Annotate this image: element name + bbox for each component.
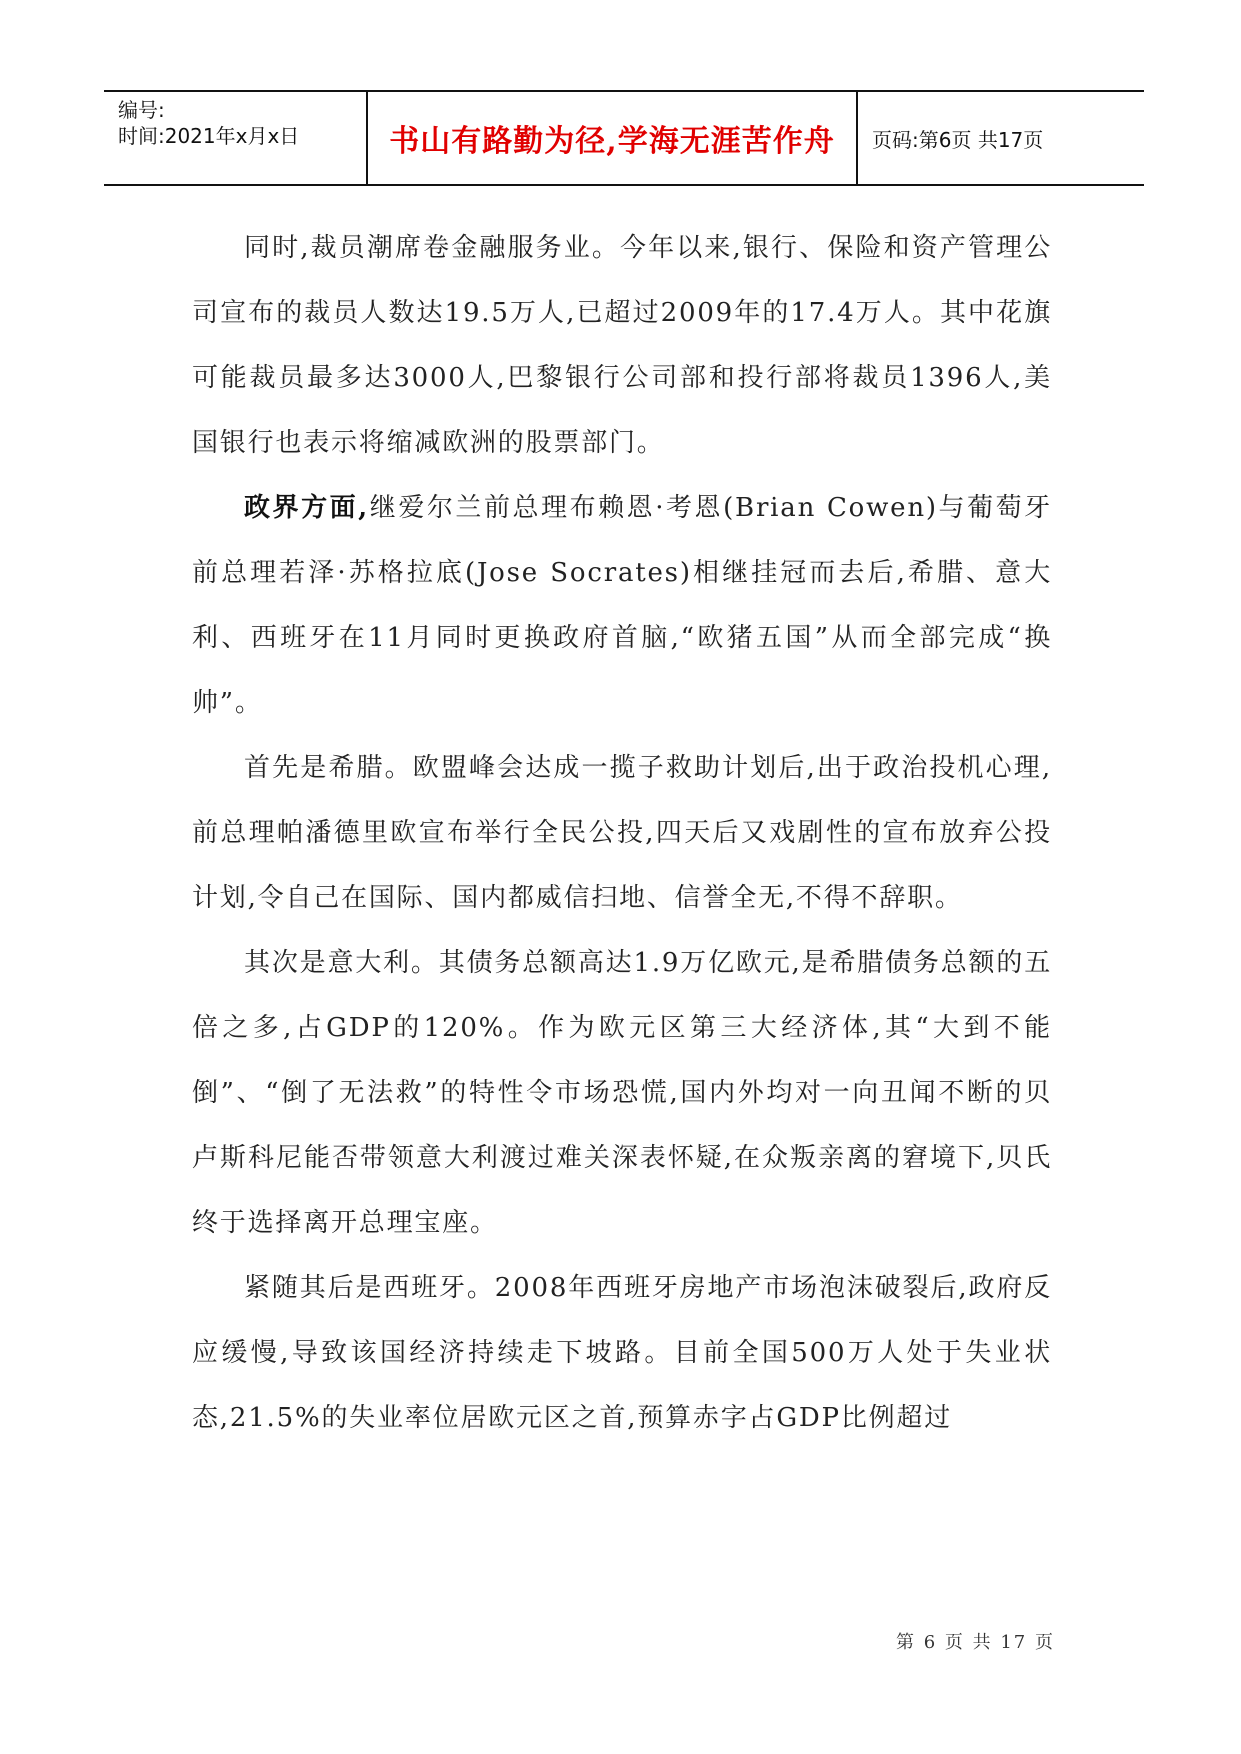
paragraph-text: 首先是希腊。欧盟峰会达成一揽子救助计划后,出于政治投机心理,前总理帕潘德里欧宣布举行全民公投,四天后又戏剧性的宣布放弃公投计划,令自己在国际、国内都威信扫地、信誉全无,不得不辞职。 <box>192 753 1052 913</box>
document-body <box>192 216 1052 1451</box>
paragraph-text: 同时,裁员潮席卷金融服务业。今年以来,银行、保险和资产管理公司宣布的裁员人数达19.5万人,已超过2009年的17.4万人。其中花旗可能裁员最多达3000人,巴黎银行公司部和投行部将裁员1396人,美国银行也表示将缩减欧洲的股票部门。 <box>192 233 1052 458</box>
paragraph-text: 继爱尔兰前总理布赖恩·考恩(Brian Cowen)与葡萄牙前总理若泽·苏格拉底(Jose Socrates)相继挂冠而去后,希腊、意大利、西班牙在11月同时更换政府首脑,“欧猪五国”从而全部完成“换帅”。 <box>192 493 1052 718</box>
motto-text: 书山有路勤为径,学海无涯苦作舟 <box>389 124 835 159</box>
paragraph <box>192 476 1052 736</box>
paragraph-lead: 政界方面, <box>244 493 370 523</box>
header-page-cell <box>858 92 1144 184</box>
paragraph-text: 其次是意大利。其债务总额高达1.9万亿欧元,是希腊债务总额的五倍之多,占GDP的120%。作为欧元区第三大经济体,其“大到不能倒”、“倒了无法救”的特性令市场恐慌,国内外均对一向丑闻不断的贝卢斯科尼能否带领意大利渡过难关深表怀疑,在众叛亲离的窘境下,贝氏终于选择离开总理宝座。 <box>192 948 1052 1238</box>
time-label: 时间:2021年x月x日 <box>118 124 300 148</box>
page-footer: 第 6 页 共 17 页 <box>896 1632 1055 1653</box>
paragraph <box>192 216 1052 476</box>
paragraph <box>192 736 1052 931</box>
page-header <box>104 90 1144 186</box>
paragraph <box>192 931 1052 1256</box>
paragraph-text: 紧随其后是西班牙。2008年西班牙房地产市场泡沫破裂后,政府反应缓慢,导致该国经济持续走下坡路。目前全国500万人处于失业状态,21.5%的失业率位居欧元区之首,预算赤字占GDP比例超过 <box>192 1273 1052 1433</box>
header-motto-cell <box>368 92 858 184</box>
paragraph <box>192 1256 1052 1451</box>
header-info-cell <box>104 92 368 184</box>
page-info: 页码:第6页 共17页 <box>872 128 1044 152</box>
number-label: 编号: <box>118 98 165 122</box>
